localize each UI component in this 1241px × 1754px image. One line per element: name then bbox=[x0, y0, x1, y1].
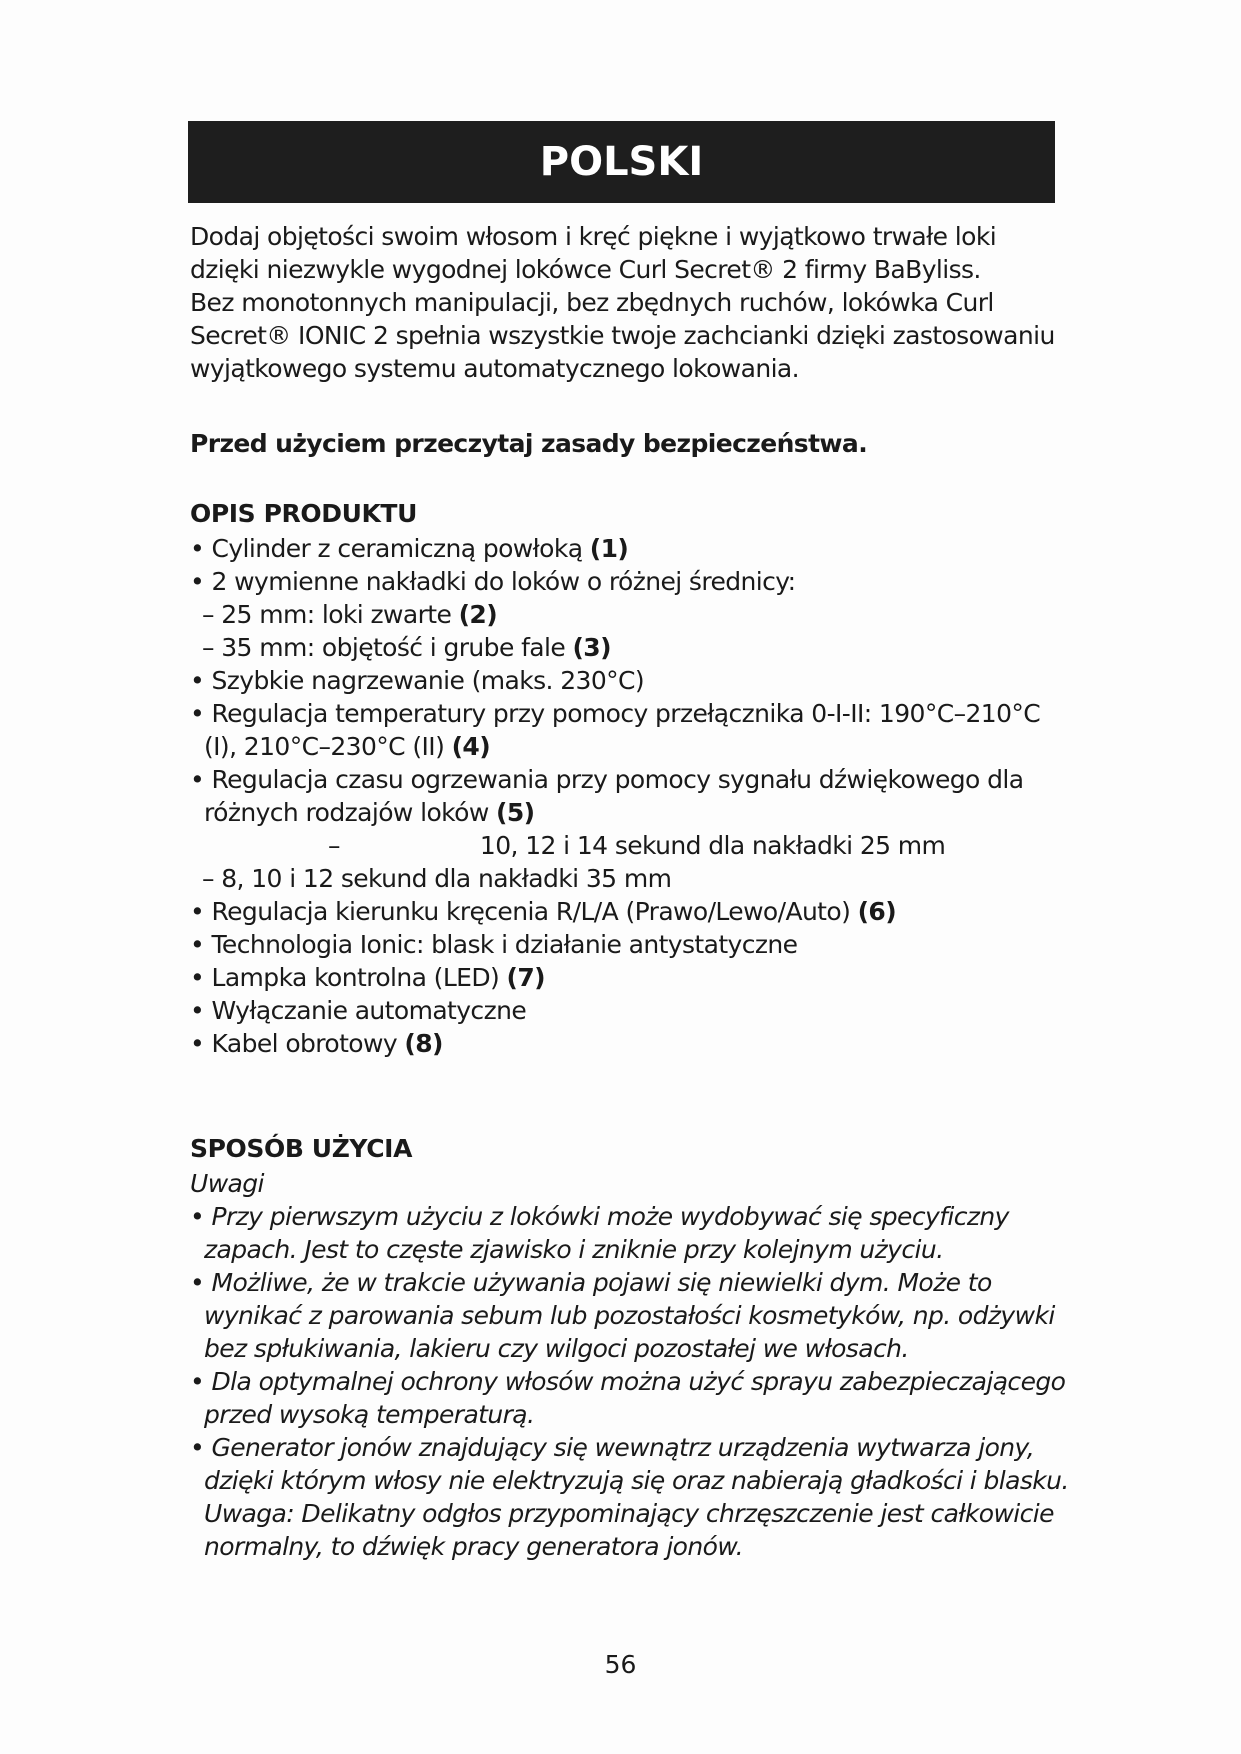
item-ref: (5) bbox=[496, 798, 535, 827]
list-subitem bbox=[190, 829, 1070, 862]
list-subitem bbox=[190, 631, 1070, 664]
intro-line: Secret® IONIC 2 spełnia wszystkie twoje zachcianki dzięki zastosowaniu bbox=[190, 321, 1055, 350]
item-text: Szybkie nagrzewanie (maks. 230°C) bbox=[211, 666, 645, 695]
product-heading: OPIS PRODUKTU bbox=[190, 499, 417, 528]
dash: – bbox=[328, 831, 340, 860]
item-text: 2 wymienne nakładki do loków o różnej średnicy: bbox=[211, 567, 796, 596]
note-item: • Możliwe, że w trakcie używania pojawi się niewielki dym. Może to wynikać z parowania sebum lub pozostałości kosmetyków, np. odżywki bez spłukiwania, lakieru czy wilgoci pozostałej we włosach. bbox=[190, 1268, 1055, 1363]
item-text: Regulacja czasu ogrzewania przy pomocy sygnału dźwiękowego dla różnych rodzajów loków bbox=[204, 765, 1024, 827]
list-item: • 2 wymienne nakładki do loków o różnej średnicy: bbox=[190, 567, 796, 596]
note-item: • Przy pierwszym użyciu z lokówki może wydobywać się specyficzny zapach. Jest to częste zjawisko i zniknie przy kolejnym użyciu. bbox=[190, 1202, 1009, 1264]
page-title: POLSKI bbox=[188, 121, 1055, 203]
item-ref: (1) bbox=[589, 534, 629, 563]
list-item: • Lampka kontrolna (LED) (7) bbox=[190, 963, 545, 992]
note-text: Przy pierwszym użyciu z lokówki może wydobywać się specyficzny zapach. Jest to częste zjawisko i zniknie przy kolejnym użyciu. bbox=[204, 1202, 1009, 1264]
safety-notice: Przed użyciem przeczytaj zasady bezpieczeństwa. bbox=[190, 429, 868, 458]
item-text: Kabel obrotowy bbox=[211, 1029, 405, 1058]
list-item: • Regulacja kierunku kręcenia R/L/A (Prawo/Lewo/Auto) (6) bbox=[190, 897, 897, 926]
list-subitem bbox=[190, 598, 1070, 631]
item-text: – 25 mm: loki zwarte bbox=[202, 600, 459, 629]
content bbox=[190, 220, 1070, 1563]
item-ref: (6) bbox=[857, 897, 897, 926]
item-ref: (7) bbox=[506, 963, 545, 992]
item-text: Wyłączanie automatyczne bbox=[211, 996, 527, 1025]
note-item: • Generator jonów znajdujący się wewnątrz urządzenia wytwarza jony, dzięki którym włosy nie elektryzują się oraz nabierają gładkości i blasku. Uwaga: Delikatny odgłos przypominający chrzęszczenie jest całkowicie normalny, to dźwięk pracy generatora jonów. bbox=[190, 1433, 1069, 1561]
intro-line: wyjątkowego systemu automatycznego lokowania. bbox=[190, 354, 799, 383]
item-ref: (3) bbox=[572, 633, 611, 662]
item-text: – 8, 10 i 12 sekund dla nakładki 35 mm bbox=[202, 864, 672, 893]
item-ref: (4) bbox=[451, 732, 491, 761]
intro-line: Dodaj objętości swoim włosom i kręć piękne i wyjątkowo trwałe loki bbox=[190, 222, 997, 251]
notes-list bbox=[190, 1200, 1070, 1563]
notes-label: Uwagi bbox=[190, 1169, 264, 1198]
list-item: • Kabel obrotowy (8) bbox=[190, 1029, 443, 1058]
item-ref: (2) bbox=[458, 600, 498, 629]
intro-line: dzięki niezwykle wygodnej lokówce Curl Secret® 2 firmy BaByliss. bbox=[190, 255, 981, 284]
list-item: • Technologia Ionic: blask i działanie antystatyczne bbox=[190, 930, 798, 959]
item-text: Regulacja kierunku kręcenia R/L/A (Prawo/Lewo/Auto) bbox=[211, 897, 858, 926]
item-text: – 35 mm: objętość i grube fale bbox=[202, 633, 573, 662]
list-item: • Szybkie nagrzewanie (maks. 230°C) bbox=[190, 666, 645, 695]
item-ref: (8) bbox=[404, 1029, 443, 1058]
page-number: 56 bbox=[604, 1650, 637, 1679]
list-item: • Regulacja temperatury przy pomocy przełącznika 0-I-II: 190°C–210°C (I), 210°C–230°C (II) (4) bbox=[190, 699, 1041, 761]
intro-paragraph bbox=[190, 220, 1070, 385]
note-text: Dla optymalnej ochrony włosów można użyć sprayu zabezpieczającego przed wysoką temperaturą. bbox=[204, 1367, 1066, 1429]
item-text: Technologia Ionic: blask i działanie antystatyczne bbox=[211, 930, 798, 959]
item-text: Lampka kontrolna (LED) bbox=[211, 963, 507, 992]
list-item: • Wyłączanie automatyczne bbox=[190, 996, 527, 1025]
intro-line: Bez monotonnych manipulacji, bez zbędnych ruchów, lokówka Curl bbox=[190, 288, 994, 317]
usage-section bbox=[190, 1132, 1070, 1563]
note-item: • Dla optymalnej ochrony włosów można użyć sprayu zabezpieczającego przed wysoką temperaturą. bbox=[190, 1367, 1066, 1429]
item-text: Regulacja temperatury przy pomocy przełącznika 0-I-II: 190°C–210°C (I), 210°C–230°C (II) bbox=[204, 699, 1041, 761]
item-text: Cylinder z ceramiczną powłoką bbox=[211, 534, 590, 563]
note-text: Możliwe, że w trakcie używania pojawi się niewielki dym. Może to wynikać z parowania sebum lub pozostałości kosmetyków, np. odżywki bez spłukiwania, lakieru czy wilgoci pozostałej we włosach. bbox=[204, 1268, 1055, 1363]
product-feature-list bbox=[190, 532, 1070, 1060]
list-subitem bbox=[190, 862, 1070, 895]
list-item: • Cylinder z ceramiczną powłoką (1) bbox=[190, 534, 629, 563]
list-item: • Regulacja czasu ogrzewania przy pomocy sygnału dźwiękowego dla różnych rodzajów loków (5) bbox=[190, 765, 1024, 827]
usage-heading: SPOSÓB UŻYCIA bbox=[190, 1134, 413, 1163]
note-text: Generator jonów znajdujący się wewnątrz urządzenia wytwarza jony, dzięki którym włosy nie elektryzują się oraz nabierają gładkości i blasku. Uwaga: Delikatny odgłos przypominający chrzęszczenie jest całkowicie normalny, to dźwięk pracy generatora jonów. bbox=[204, 1433, 1069, 1561]
item-text: 10, 12 i 14 sekund dla nakładki 25 mm bbox=[479, 831, 946, 860]
